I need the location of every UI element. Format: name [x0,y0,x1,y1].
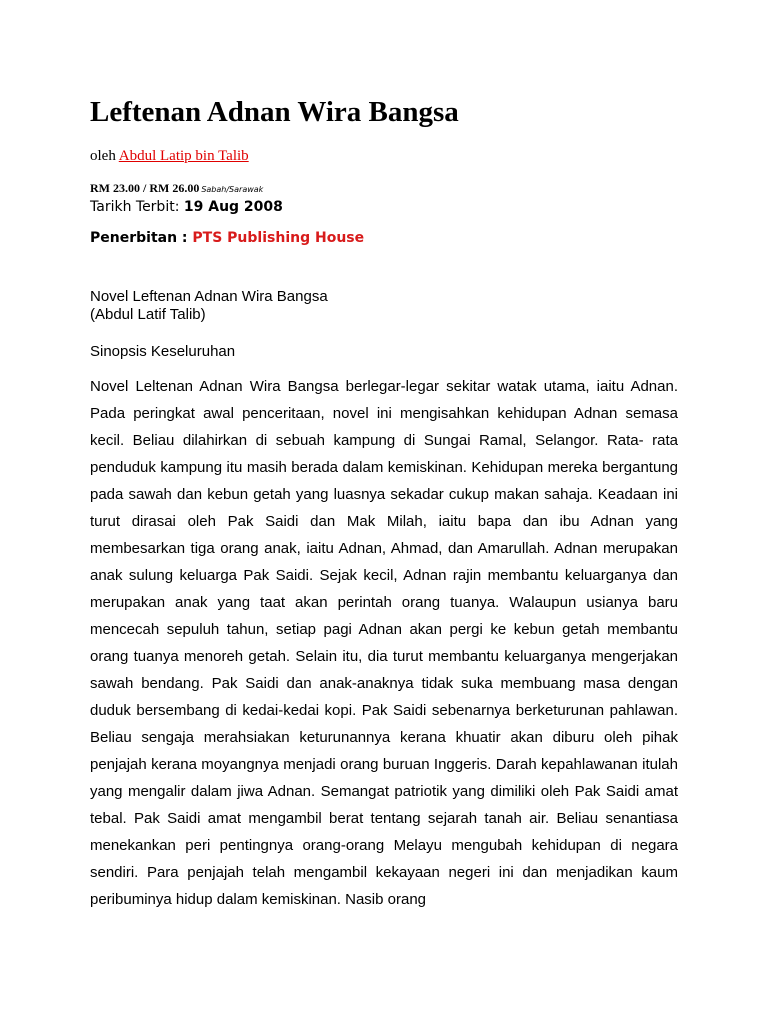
byline [90,146,249,166]
page-title: Leftenan Adnan Wira Bangsa [90,96,459,128]
publisher-name: PTS Publishing House [192,230,365,246]
novel-title-line: Novel Leftenan Adnan Wira Bangsa [90,288,328,305]
publish-date-value: 19 Aug 2008 [183,199,283,215]
price-text: RM 23.00 / RM 26.00 [90,181,200,195]
price-line [90,180,263,198]
novel-author-line: (Abdul Latif Talib) [90,306,206,323]
publish-date [90,197,283,217]
synopsis-paragraph: Novel Leltenan Adnan Wira Bangsa berlegar-legar sekitar watak utama, iaitu Adnan. Pada peringkat awal penceritaan, novel ini mengisahkan kehidupan Adnan semasa kecil. Beliau dilahirkan di sebuah kampung di Sungai Ramal, Selangor. Rata- rata penduduk kampung itu masih berada dalam kemiskinan. Kehidupan mereka bergantung pada sawah dan kebun getah yang luasnya sekadar cukup makan sahaja. Keadaan ini turut dirasai oleh Pak Saidi dan Mak Milah, iaitu bapa dan ibu Adnan yang membesarkan tiga orang anak, iaitu Adnan, Ahmad, dan Amarullah. Adnan merupakan anak sulung keluarga Pak Saidi. Sejak kecil, Adnan rajin membantu keluarganya dan merupakan anak yang taat akan perintah orang tuanya. Walaupun usianya baru mencecah sepuluh tahun, setiap pagi Adnan akan pergi ke kebun getah membantu orang tuanya menoreh getah. Selain itu, dia turut membantu keluarganya mengerjakan sawah bendang. Pak Saidi dan anak-anaknya tidak suka membuang masa dengan duduk bersembang di kedai-kedai kopi. Pak Saidi sebenarnya berketurunan pahlawan. Beliau sengaja merahsiakan keturunannya kerana khuatir akan diburu oleh pihak penjajah kerana moyangnya menjadi orang buruan Inggeris. Darah kepahlawanan itulah yang mengalir dalam jiwa Adnan. Semangat patriotik yang dimiliki oleh Pak Saidi amat tebal. Pak Saidi amat mengambil berat tentang sejarah tanah air. Beliau senantiasa menekankan peri pentingnya orang-orang Melayu mengubah kehidupan di negara sendiri. Para penjajah telah mengambil kekayaan negeri ini dan menjadikan kaum peribuminya hidup dalam kemiskinan. Nasib orang [90,378,678,908]
byline-prefix: oleh [90,148,116,164]
publish-date-label: Tarikh Terbit: [90,199,180,215]
novel-heading [90,288,328,324]
publisher [90,228,364,248]
price-note: Sabah/Sarawak [201,185,264,194]
author-link[interactable]: Abdul Latip bin Talib [118,148,249,164]
section-heading: Sinopsis Keseluruhan [90,343,236,360]
publisher-label: Penerbitan : [90,230,188,246]
